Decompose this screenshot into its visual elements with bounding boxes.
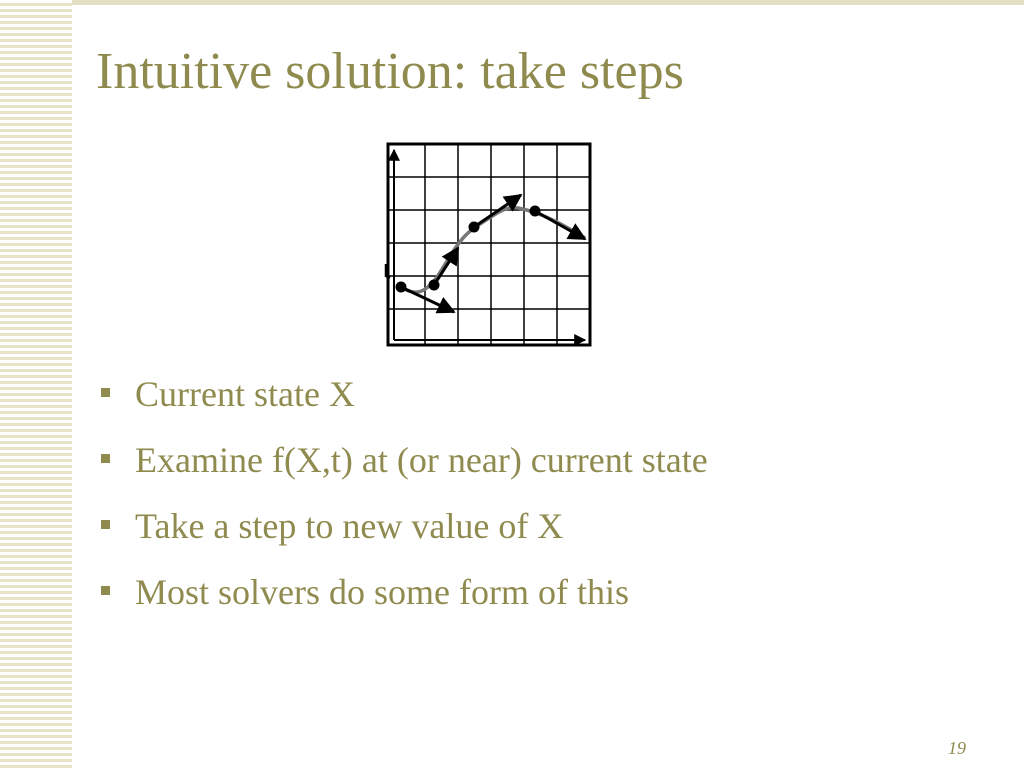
bullet-square-icon xyxy=(101,586,110,595)
bullet-text: Take a step to new value of X xyxy=(135,506,564,546)
bullet-item xyxy=(96,504,708,570)
slide-title: Intuitive solution: take steps xyxy=(96,43,684,100)
bullet-list xyxy=(96,372,708,636)
decorative-side-stripes xyxy=(0,0,72,768)
state-points xyxy=(396,206,541,293)
page-number: 19 xyxy=(948,738,966,758)
bullet-text: Current state X xyxy=(135,374,355,414)
bullet-item xyxy=(96,372,708,438)
bullet-item xyxy=(96,570,708,636)
bullet-text: Examine f(X,t) at (or near) current state xyxy=(135,440,708,480)
bullet-text: Most solvers do some form of this xyxy=(135,572,629,612)
bullet-square-icon xyxy=(101,520,110,529)
bullet-item xyxy=(96,438,708,504)
step-diagram xyxy=(380,140,600,352)
bullet-square-icon xyxy=(101,454,110,463)
grid-frame xyxy=(388,144,590,345)
grid-lines xyxy=(388,144,590,345)
top-rule xyxy=(72,0,1024,5)
bullet-square-icon xyxy=(101,388,110,397)
